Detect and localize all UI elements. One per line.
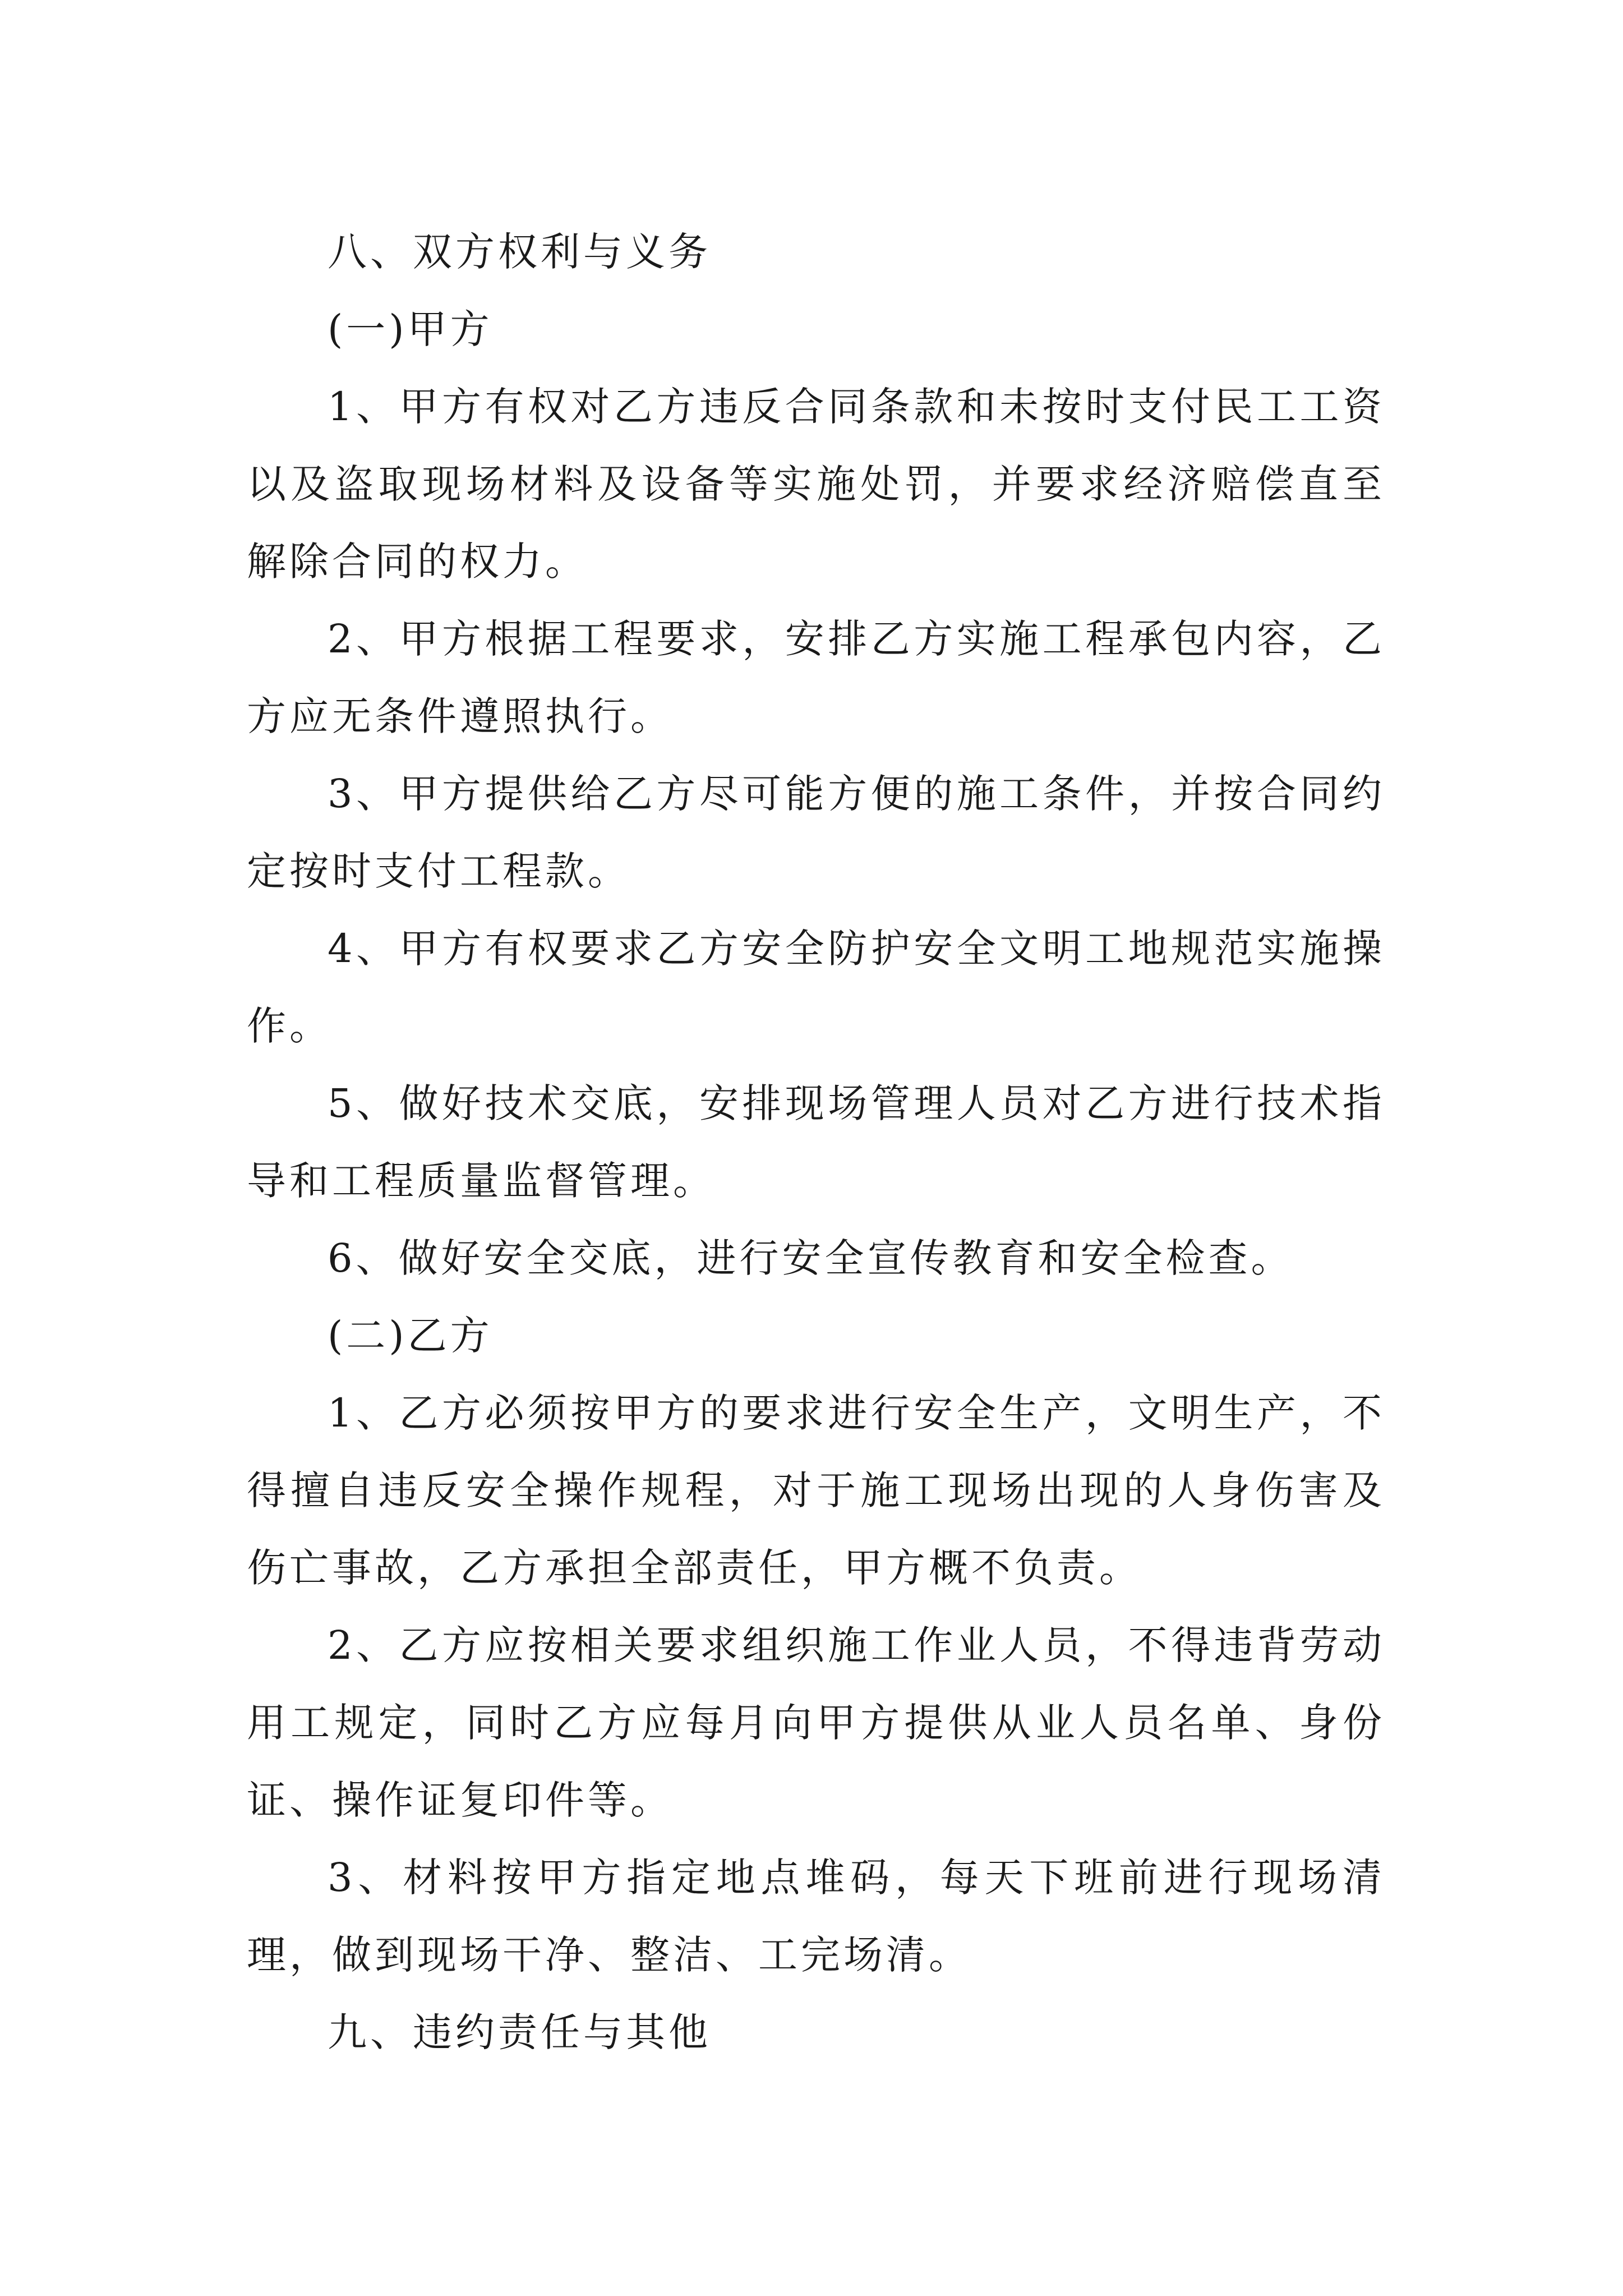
party-b-clause-2: 2、乙方应按相关要求组织施工作业人员，不得违背劳动用工规定，同时乙方应每月向甲方提供从业人员名单、身份证、操作证复印件等。 (247, 1622, 1385, 1823)
document-body (247, 213, 1385, 2071)
section-heading-liability: 九、违约责任与其他 (328, 2009, 711, 2055)
section-heading-rights-obligations: 八、双方权利与义务 (328, 229, 711, 275)
subsection-heading-party-a: (一)甲方 (328, 306, 493, 352)
party-b-clause-1: 1、乙方必须按甲方的要求进行安全生产，文明生产，不得擅自违反安全操作规程，对于施工现场出现的人身伤害及伤亡事故，乙方承担全部责任，甲方概不负责。 (247, 1390, 1385, 1591)
party-a-clause-5: 5、做好技术交底，安排现场管理人员对乙方进行技术指导和工程质量监督管理。 (247, 1080, 1385, 1204)
party-a-clause-4: 4、甲方有权要求乙方安全防护安全文明工地规范实施操作。 (247, 926, 1385, 1049)
party-a-clause-6: 6、做好安全交底，进行安全宣传教育和安全检查。 (328, 1235, 1294, 1281)
party-a-clause-2: 2、甲方根据工程要求，安排乙方实施工程承包内容，乙方应无条件遵照执行。 (247, 616, 1385, 739)
party-a-clause-1: 1、甲方有权对乙方违反合同条款和未按时支付民工工资以及盗取现场材料及设备等实施处罚，并要求经济赔偿直至解除合同的权力。 (247, 384, 1385, 585)
party-a-clause-3: 3、甲方提供给乙方尽可能方便的施工条件，并按合同约定按时支付工程款。 (247, 771, 1385, 894)
party-b-clause-3: 3、材料按甲方指定地点堆码，每天下班前进行现场清理，做到现场干净、整洁、工完场清。 (247, 1855, 1385, 1978)
subsection-heading-party-b: (二)乙方 (328, 1313, 493, 1359)
